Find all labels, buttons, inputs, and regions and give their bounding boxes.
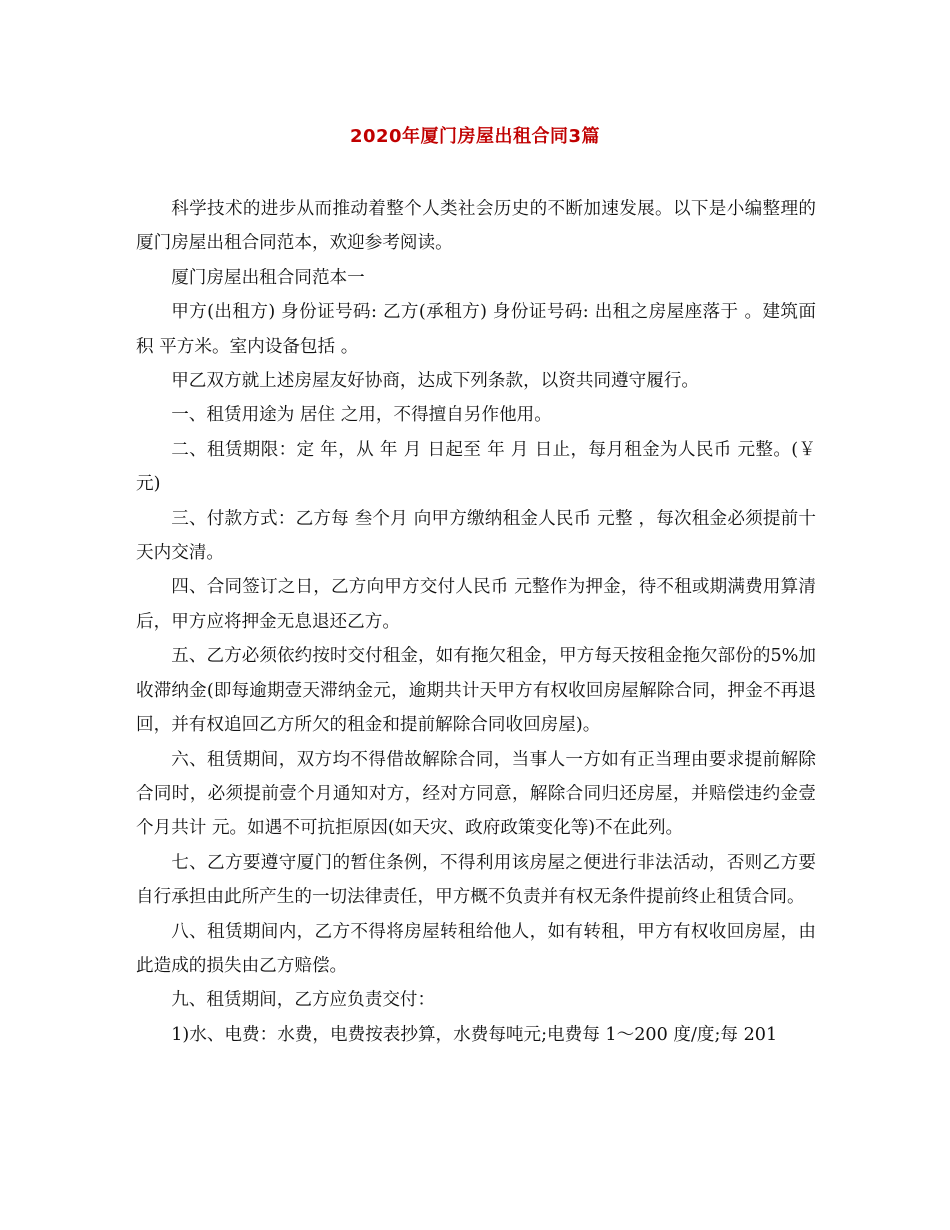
paragraph-agreement: 甲乙双方就上述房屋友好协商，达成下列条款，以资共同遵守履行。	[171, 371, 700, 392]
paragraph-clause-3: 三、付款方式：乙方每 叁个月 向甲方缴纳租金人民币 元整 ，每次租金必须提前十天内交清。	[136, 508, 816, 564]
paragraph-section-heading: 厦门房屋出租合同范本一	[171, 267, 365, 288]
paragraph-clause-6: 六、租赁期间，双方均不得借故解除合同，当事人一方如有正当理由要求提前解除合同时，必须提前壹个月通知对方，经对方同意，解除合同归还房屋，并赔偿违约金壹个月共计 元。如遇不可抗拒原因(如天灾、政府政策变化等)不在此列。	[136, 749, 816, 839]
paragraph-intro: 科学技术的进步从而推动着整个人类社会历史的不断加速发展。以下是小编整理的厦门房屋出租合同范本，欢迎参考阅读。	[136, 199, 816, 254]
paragraph-clause-9-item-1: 1)水、电费：水费，电费按表抄算，水费每吨元;电费每 1～200 度/度;每 201	[171, 1024, 778, 1045]
document-body	[136, 192, 816, 1052]
paragraph-clause-1: 一、租赁用途为 居住 之用，不得擅自另作他用。	[171, 405, 552, 426]
paragraph-clause-2: 二、租赁期限：定 年，从 年 月 日起至 年 月 日止，每月租金为人民币 元整。(￥ 元)	[136, 439, 816, 495]
paragraph-clause-7: 七、乙方要遵守厦门的暂住条例，不得利用该房屋之便进行非法活动，否则乙方要自行承担由此所产生的一切法律责任，甲方概不负责并有权无条件提前终止租赁合同。	[136, 852, 816, 908]
paragraph-clause-8: 八、租赁期间内，乙方不得将房屋转租给他人，如有转租，甲方有权收回房屋，由此造成的损失由乙方赔偿。	[136, 921, 816, 976]
paragraph-clause-9: 九、租赁期间，乙方应负责交付：	[171, 990, 436, 1011]
paragraph-clause-5: 五、乙方必须依约按时交付租金，如有拖欠租金，甲方每天按租金拖欠部份的5%加收滞纳金(即每逾期壹天滞纳金元，逾期共计天甲方有权收回房屋解除合同，押金不再退回，并有权追回乙方所欠的租金和提前解除合同收回房屋)。	[136, 646, 816, 736]
paragraph-clause-4: 四、合同签订之日，乙方向甲方交付人民币 元整作为押金，待不租或期满费用算清后，甲方应将押金无息退还乙方。	[136, 577, 816, 632]
document-title: 2020年厦门房屋出租合同3篇	[349, 126, 601, 147]
paragraph-parties: 甲方(出租方) 身份证号码: 乙方(承租方) 身份证号码: 出租之房屋座落于 。建筑面积 平方米。室内设备包括 。	[136, 302, 816, 357]
